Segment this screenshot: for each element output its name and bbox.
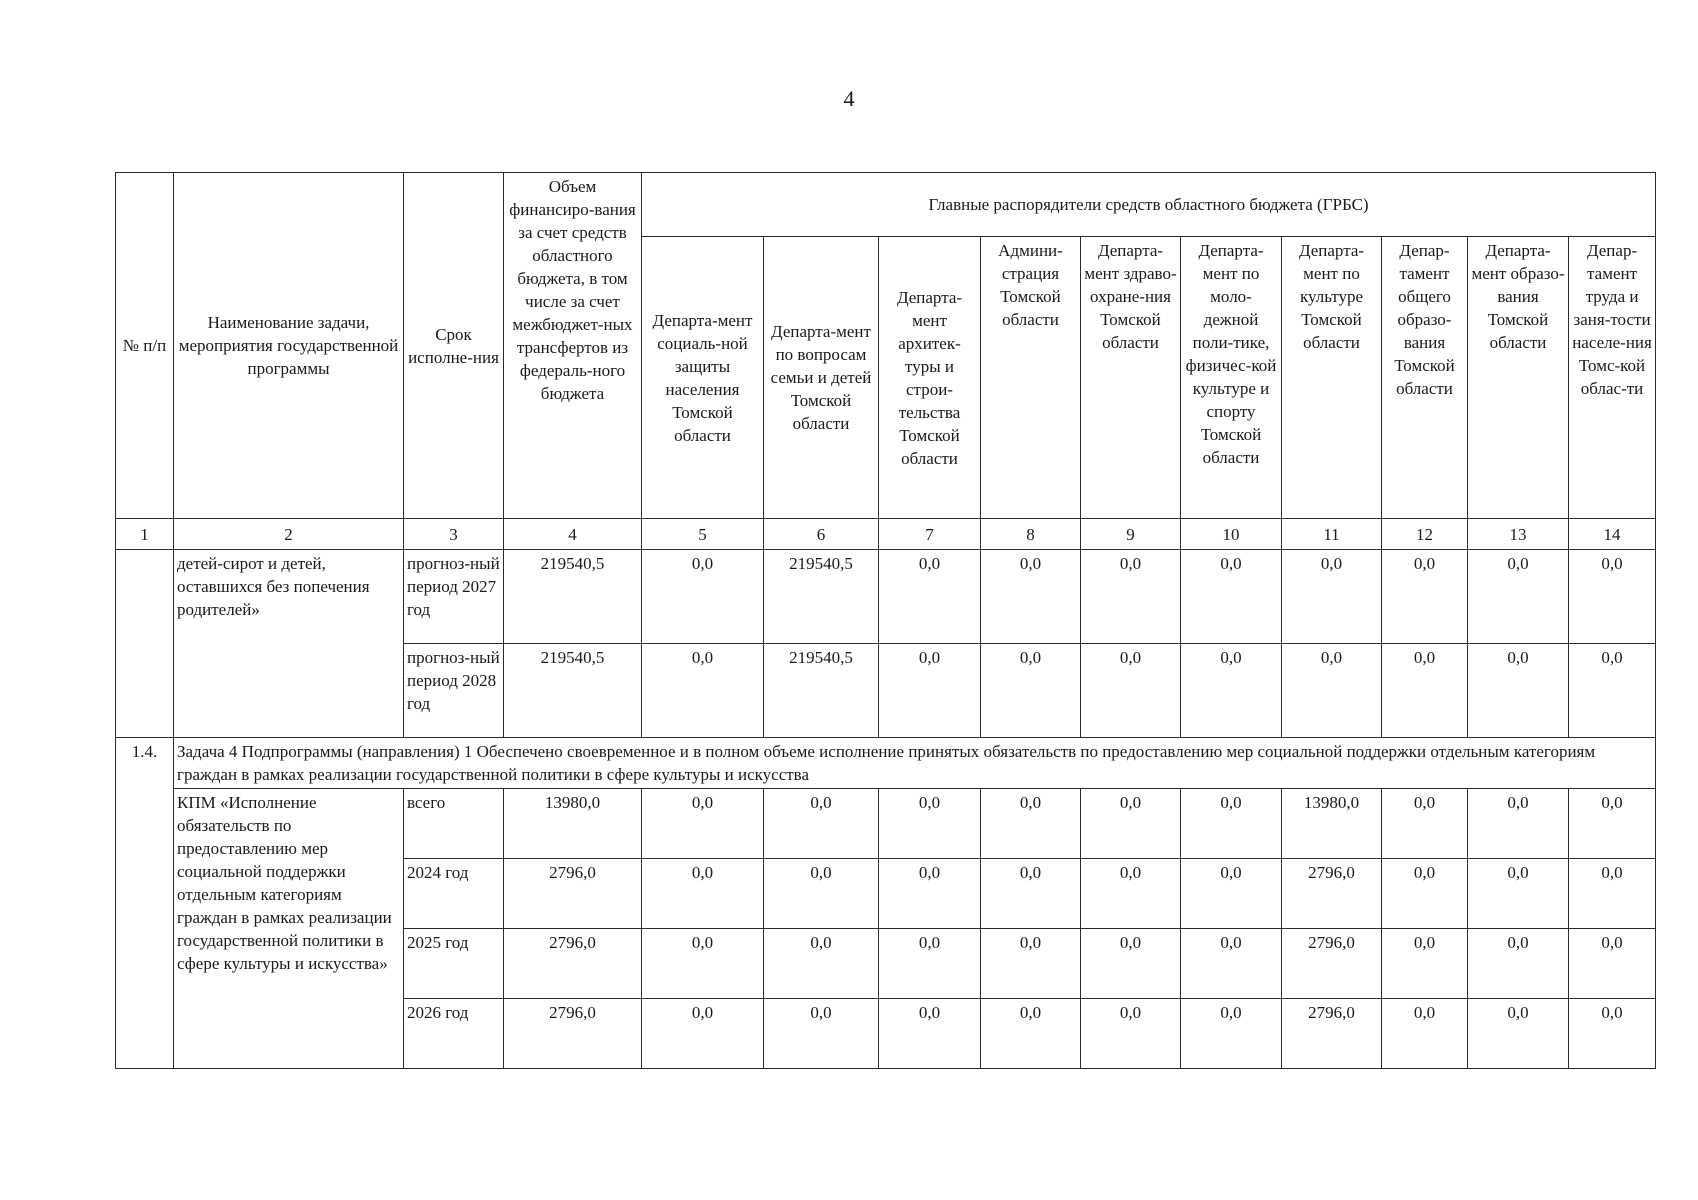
- value-cell: 0,0: [642, 550, 764, 644]
- col-number: 8: [981, 519, 1081, 550]
- value-cell: 2796,0: [504, 859, 642, 929]
- value-cell: 0,0: [1282, 550, 1382, 644]
- value-cell: 2796,0: [504, 929, 642, 999]
- value-cell: 0,0: [1569, 550, 1656, 644]
- header-name: Наименование задачи, мероприятия государственной программы: [174, 173, 404, 519]
- header-dept-family: Департа-мент по вопросам семьи и детей Томской области: [764, 237, 879, 519]
- value-cell: 0,0: [642, 999, 764, 1069]
- value-cell: 0,0: [1382, 550, 1468, 644]
- value-cell: 0,0: [1569, 859, 1656, 929]
- value-cell: 0,0: [879, 550, 981, 644]
- col-number: 6: [764, 519, 879, 550]
- col-number: 1: [116, 519, 174, 550]
- value-cell: 219540,5: [504, 644, 642, 738]
- value-cell: 0,0: [1468, 859, 1569, 929]
- col-number: 9: [1081, 519, 1181, 550]
- value-cell: 0,0: [879, 999, 981, 1069]
- table-row: [116, 789, 1656, 859]
- value-cell: 219540,5: [504, 550, 642, 644]
- header-dept-social: Департа-мент социаль-ной защиты населения Томской области: [642, 237, 764, 519]
- col-number: 5: [642, 519, 764, 550]
- value-cell: 0,0: [1569, 644, 1656, 738]
- value-cell: 0,0: [1081, 550, 1181, 644]
- header-dept-youth: Департа-мент по моло-дежной поли-тике, физичес-кой культуре и спорту Томской области: [1181, 237, 1282, 519]
- header-administration: Админи-страция Томской области: [981, 237, 1081, 519]
- value-cell: 13980,0: [1282, 789, 1382, 859]
- value-cell: 0,0: [1468, 644, 1569, 738]
- value-cell: 0,0: [1181, 789, 1282, 859]
- value-cell: 0,0: [981, 929, 1081, 999]
- header-dept-health: Департа-мент здраво-охране-ния Томской области: [1081, 237, 1181, 519]
- value-cell: 0,0: [1181, 999, 1282, 1069]
- page-number: 4: [843, 86, 855, 111]
- value-cell: 219540,5: [764, 550, 879, 644]
- value-cell: 0,0: [1382, 929, 1468, 999]
- value-cell: 0,0: [1468, 550, 1569, 644]
- value-cell: 0,0: [1382, 999, 1468, 1069]
- value-cell: 0,0: [1569, 929, 1656, 999]
- value-cell: 0,0: [1569, 999, 1656, 1069]
- value-cell: 0,0: [1382, 859, 1468, 929]
- value-cell: 0,0: [764, 859, 879, 929]
- header-dept-culture: Департа-мент по культуре Томской области: [1282, 237, 1382, 519]
- task-number: 1.4.: [116, 738, 174, 1069]
- value-cell: 0,0: [981, 644, 1081, 738]
- measure-name: КПМ «Исполнение обязательств по предоставлению мер социальной поддержки отдельным категориям граждан в рамках реализации государственной политики в сфере культуры и искусства»: [174, 789, 404, 1069]
- value-cell: 0,0: [981, 789, 1081, 859]
- value-cell: 0,0: [1569, 789, 1656, 859]
- value-cell: 0,0: [1468, 999, 1569, 1069]
- task-description: Задача 4 Подпрограммы (направления) 1 Обеспечено своевременное и в полном объеме исполнение принятых обязательств по предоставлению мер социальной поддержки отдельным категориям граждан в рамках реализации государственной политики в сфере культуры и искусства: [174, 738, 1656, 789]
- value-cell: 2796,0: [1282, 999, 1382, 1069]
- period-cell: прогноз-ный период 2027 год: [404, 550, 504, 644]
- value-cell: 2796,0: [1282, 859, 1382, 929]
- value-cell: 0,0: [1468, 929, 1569, 999]
- value-cell: 0,0: [1181, 929, 1282, 999]
- col-number: 14: [1569, 519, 1656, 550]
- col-number: 4: [504, 519, 642, 550]
- period-cell: 2026 год: [404, 999, 504, 1069]
- row-number: [116, 550, 174, 738]
- measure-name: детей-сирот и детей, оставшихся без попечения родителей»: [174, 550, 404, 738]
- value-cell: 0,0: [642, 859, 764, 929]
- col-number: 11: [1282, 519, 1382, 550]
- col-number: 12: [1382, 519, 1468, 550]
- header-number: № п/п: [116, 173, 174, 519]
- value-cell: 0,0: [1181, 550, 1282, 644]
- value-cell: 0,0: [879, 644, 981, 738]
- value-cell: 0,0: [1382, 644, 1468, 738]
- value-cell: 0,0: [981, 859, 1081, 929]
- header-dept-architecture: Департа-мент архитек-туры и строи-тельства Томской области: [879, 237, 981, 519]
- value-cell: 0,0: [642, 789, 764, 859]
- value-cell: 2796,0: [504, 999, 642, 1069]
- value-cell: 0,0: [981, 999, 1081, 1069]
- period-cell: прогноз-ный период 2028 год: [404, 644, 504, 738]
- col-number: 3: [404, 519, 504, 550]
- col-number: 7: [879, 519, 981, 550]
- value-cell: 2796,0: [1282, 929, 1382, 999]
- value-cell: 0,0: [764, 999, 879, 1069]
- col-number: 2: [174, 519, 404, 550]
- header-term: Срок исполне-ния: [404, 173, 504, 519]
- value-cell: 0,0: [879, 789, 981, 859]
- value-cell: 0,0: [764, 789, 879, 859]
- column-number-row: [116, 519, 1656, 550]
- value-cell: 0,0: [1081, 929, 1181, 999]
- value-cell: 0,0: [1081, 859, 1181, 929]
- value-cell: 0,0: [1081, 999, 1181, 1069]
- value-cell: 0,0: [1181, 644, 1282, 738]
- value-cell: 0,0: [642, 644, 764, 738]
- col-number: 13: [1468, 519, 1569, 550]
- table-row: [116, 550, 1656, 644]
- value-cell: 0,0: [642, 929, 764, 999]
- value-cell: 13980,0: [504, 789, 642, 859]
- period-cell: 2024 год: [404, 859, 504, 929]
- value-cell: 0,0: [764, 929, 879, 999]
- period-cell: 2025 год: [404, 929, 504, 999]
- col-number: 10: [1181, 519, 1282, 550]
- value-cell: 0,0: [1181, 859, 1282, 929]
- header-dept-education: Департа-мент образо-вания Томской области: [1468, 237, 1569, 519]
- header-dept-labour: Депар-тамент труда и заня-тости населе-ния Томс-кой облас-ти: [1569, 237, 1656, 519]
- header-grbs: Главные распорядители средств областного бюджета (ГРБС): [642, 173, 1656, 237]
- period-cell: всего: [404, 789, 504, 859]
- task-row: [116, 738, 1656, 789]
- value-cell: 0,0: [879, 859, 981, 929]
- header-funding: Объем финансиро-вания за счет средств областного бюджета, в том числе за счет межбюджет-ных трансфертов из федераль-ного бюджета: [504, 173, 642, 519]
- value-cell: 219540,5: [764, 644, 879, 738]
- value-cell: 0,0: [1382, 789, 1468, 859]
- value-cell: 0,0: [879, 929, 981, 999]
- budget-table: [115, 172, 1656, 1069]
- value-cell: 0,0: [981, 550, 1081, 644]
- header-dept-general-education: Депар-тамент общего образо-вания Томской области: [1382, 237, 1468, 519]
- value-cell: 0,0: [1081, 789, 1181, 859]
- value-cell: 0,0: [1081, 644, 1181, 738]
- value-cell: 0,0: [1282, 644, 1382, 738]
- value-cell: 0,0: [1468, 789, 1569, 859]
